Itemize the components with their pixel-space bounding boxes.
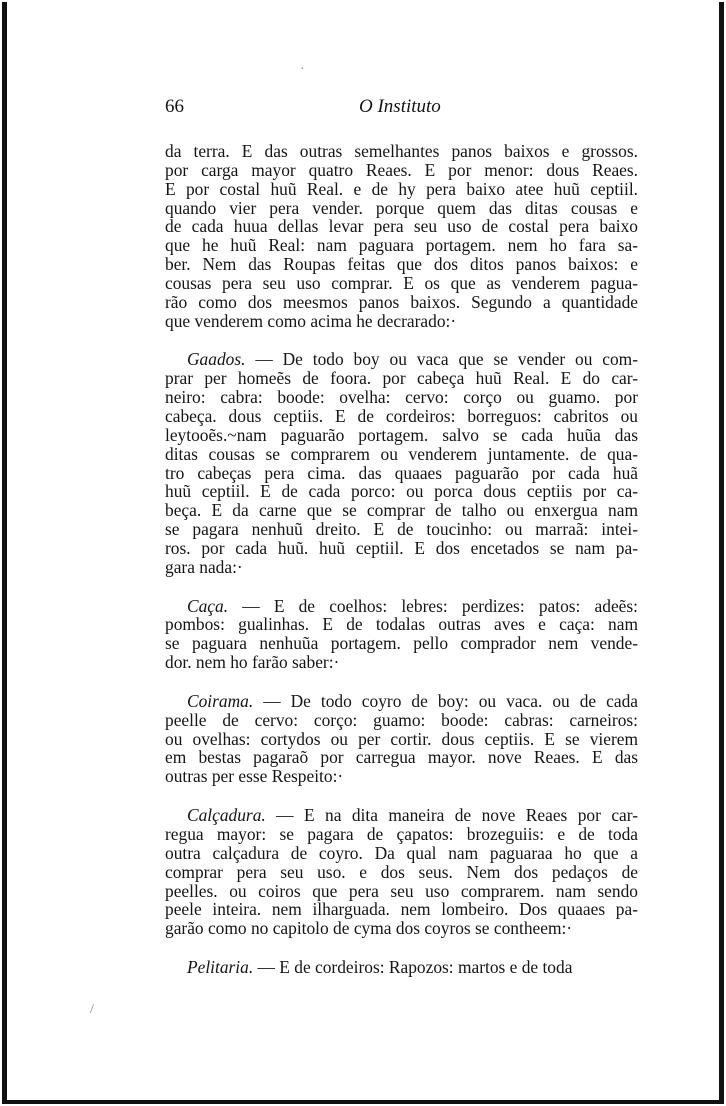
text-line: [165, 806, 638, 825]
text-line: [165, 236, 638, 255]
paragraph-gap: [165, 672, 638, 692]
line-text: ditas cousas se comprarem ou venderem juntamente. de qua-: [165, 443, 638, 464]
line-text: gara nada:·: [165, 556, 243, 577]
text-line: [165, 653, 638, 672]
text-line: [165, 464, 638, 483]
paragraph-gap: [165, 330, 638, 350]
paragraph: [165, 806, 638, 938]
text-line: [165, 312, 638, 331]
line-text: regua mayor: se pagara de çapatos: brozeguiis: e de toda: [165, 824, 638, 844]
line-text: que he huũ Real: nam paguara portagem. nem ho fara sa-: [165, 235, 638, 256]
line-text: ou ovelhas: cortydos ou per cortir. dous ceptiis. E se vierem: [165, 728, 638, 749]
text-line: [165, 407, 638, 426]
line-text: leytooẽs.~nam paguarão portagem. salvo se cada huũa das: [165, 424, 638, 445]
line-text: da terra. E das outras semelhantes panos baixos e grossos.: [165, 141, 638, 161]
section-heading: Gaados.: [187, 349, 246, 370]
body-text: [165, 142, 638, 977]
line-text: neiro: cabra: boode: ovelha: cervo: corço ou guamo. por: [165, 387, 638, 408]
line-text: garão como no capitolo de cyma dos coyros se contheem:·: [165, 918, 573, 939]
paragraph-gap: [165, 938, 638, 958]
line-text: ber. Nem das Roupas feitas que dos ditos panos baixos: e: [165, 254, 638, 275]
section-heading: Calçadura.: [187, 805, 266, 826]
text-line: [165, 615, 638, 634]
text-line: [165, 730, 638, 749]
text-line: [165, 161, 638, 180]
text-line: [165, 900, 638, 919]
text-line: [165, 199, 638, 218]
line-text: outras per esse Respeito:·: [165, 766, 344, 787]
line-text: comprar pera seu uso. e dos seus. Nem dos pedaços de: [165, 861, 638, 882]
line-text: por carga mayor quatro Reaes. E por menor: dous Reaes.: [165, 159, 638, 180]
text-line: [165, 634, 638, 653]
line-text: peelle de cervo: corço: guamo: boode: cabras: carneiros:: [165, 709, 638, 730]
line-text: peelles. ou coiros que pera seu uso comprarem. nam sendo: [165, 880, 638, 901]
section-heading: Coirama.: [187, 690, 254, 711]
line-text: — De todo boy ou vaca que se vender ou com-: [245, 349, 638, 370]
text-line: [165, 388, 638, 407]
page-number: 66: [165, 96, 184, 117]
text-line: [165, 369, 638, 388]
text-line: [165, 558, 638, 577]
text-line: [165, 274, 638, 293]
text-line: [165, 293, 638, 312]
text-line: [165, 539, 638, 558]
text-line: [165, 597, 638, 616]
line-text: prar per homeẽs de foora. por cabeça huũ Real. E do car-: [165, 368, 638, 389]
line-text: — E de cordeiros: Rapozos: martos e de toda: [253, 957, 573, 978]
line-text: em bestas pagaraõ por carregua mayor. nove Reaes. E das: [165, 747, 638, 768]
line-text: se pagara nenhuũ dreito. E de toucinho: ou marraã: intei-: [165, 519, 638, 540]
section-heading: Caça.: [187, 595, 229, 616]
line-text: peele inteira. nem ilharguada. nem lombeiro. Dos quaaes pa-: [165, 899, 638, 920]
line-text: pombos: gualinhas. E de todalas outras aves e caça: nam: [165, 614, 638, 635]
text-line: [165, 445, 638, 464]
paragraph-gap: [165, 577, 638, 597]
paragraph: [165, 142, 638, 330]
text-line: [165, 350, 638, 369]
text-line: [165, 958, 638, 977]
paragraph-gap: [165, 786, 638, 806]
line-text: quando vier pera vender. porque quem das ditas cousas e: [165, 197, 638, 218]
line-text: beça. E da carne que se comprar de talho ou enxergua nam: [165, 500, 638, 521]
paragraph: [165, 350, 638, 576]
running-title: O Instituto: [359, 96, 441, 117]
section-heading: Pelitaria.: [187, 957, 254, 978]
text-line: [165, 863, 638, 882]
text-line: [165, 748, 638, 767]
speck-mark: ·: [300, 62, 305, 77]
text-line: [165, 255, 638, 274]
text-line: [165, 919, 638, 938]
text-line: [165, 692, 638, 711]
paragraph: [165, 692, 638, 786]
text-line: [165, 180, 638, 199]
line-text: tro cabeças pera cima. das quaaes paguarão por cada huã: [165, 462, 638, 483]
text-line: [165, 142, 638, 161]
paragraph: [165, 958, 638, 977]
text-line: [165, 482, 638, 501]
line-text: cousas pera seu uso comprar. E os que as venderem pagua-: [165, 272, 638, 293]
text-line: [165, 426, 638, 445]
line-text: E por costal huũ Real. e de hy pera baixo atee huũ ceptiil.: [165, 178, 638, 199]
line-text: — De todo coyro de boy: ou vaca. ou de cada: [253, 690, 638, 711]
text-line: [165, 217, 638, 236]
line-text: — E na dita maneira de nove Reaes por car-: [265, 805, 638, 826]
line-text: — E de coelhos: lebres: perdizes: patos: adeẽs:: [228, 595, 638, 616]
line-text: ros. por cada huũ. huũ ceptiil. E dos encetados se nam pa-: [165, 537, 638, 558]
text-line: [165, 501, 638, 520]
line-text: huũ ceptiil. E de cada porco: ou porca dous ceptiis por ca-: [165, 481, 638, 502]
line-text: dor. nem ho farão saber:·: [165, 652, 340, 673]
line-text: de cada huua dellas levar pera seu uso de costal pera baixo: [165, 216, 638, 237]
speck-mark: /: [90, 1002, 94, 1017]
text-line: [165, 711, 638, 730]
text-line: [165, 520, 638, 539]
text-line: [165, 825, 638, 844]
text-line: [165, 882, 638, 901]
text-line: [165, 844, 638, 863]
text-line: [165, 767, 638, 786]
line-text: rão como dos meesmos panos baixos. Segundo a quantidade: [165, 291, 638, 312]
line-text: se paguara nenhuũa portagem. pello comprador nem vende-: [165, 633, 638, 654]
paragraph: [165, 597, 638, 672]
line-text: cabeça. dous ceptiis. E de cordeiros: borreguos: cabritos ou: [165, 405, 638, 426]
line-text: outra calçadura de coyro. Da qual nam paguaraa ho que a: [165, 842, 638, 863]
line-text: que venderem como acima he decrarado:·: [165, 310, 457, 331]
page-header: [165, 96, 638, 122]
